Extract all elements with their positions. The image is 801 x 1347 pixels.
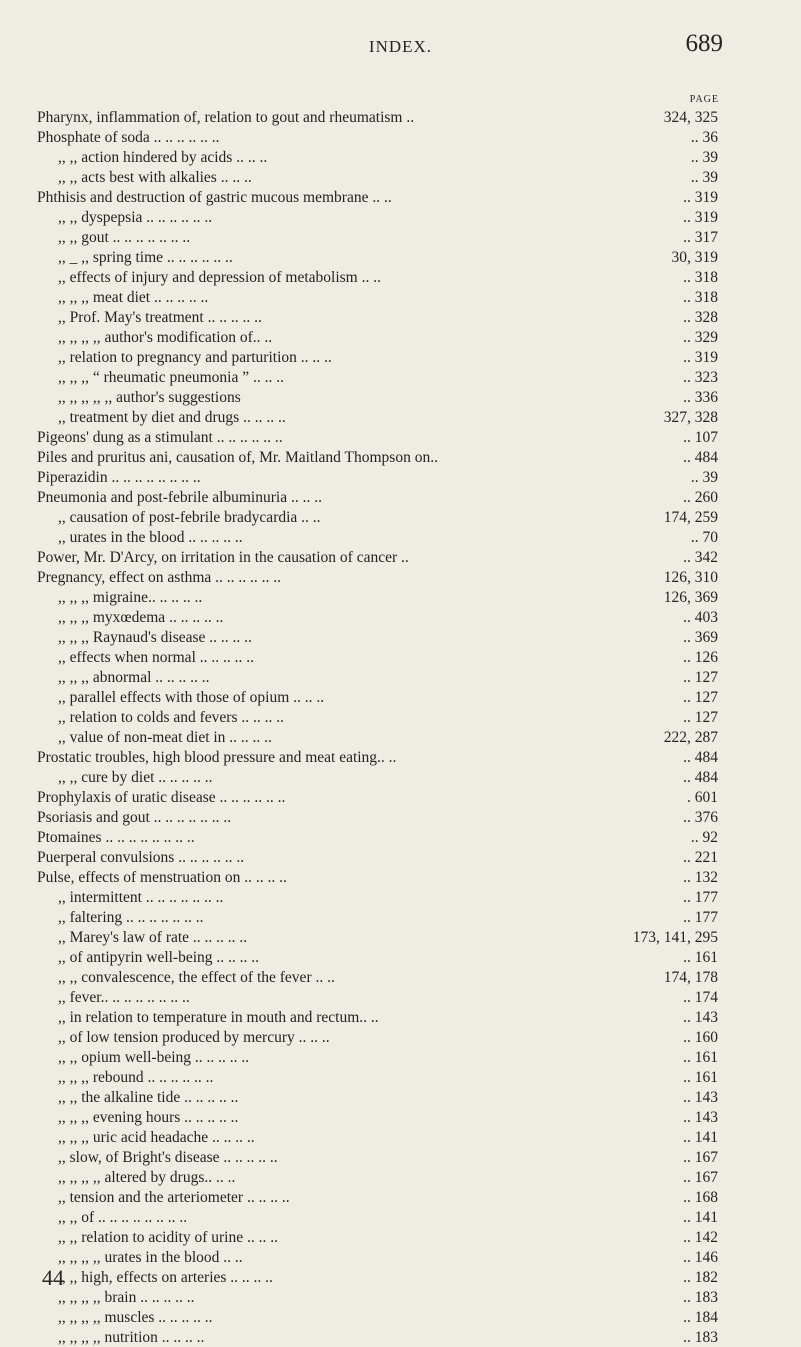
- index-entry-pages: .. 39: [690, 149, 718, 166]
- index-entry-pages: .. 184: [683, 1309, 718, 1326]
- index-entry-pages: .. 484: [683, 749, 718, 766]
- index-entry: [0, 847, 801, 867]
- index-entry-pages: .. 403: [683, 609, 718, 626]
- index-entry-text: ,, relation to colds and fevers .. .. .. ..: [58, 709, 284, 726]
- index-entry-pages: .. 141: [683, 1129, 718, 1146]
- index-entry: [0, 827, 801, 847]
- index-entry-pages: .. 260: [683, 489, 718, 506]
- index-entry-pages: .. 328: [683, 309, 718, 326]
- index-entry: [0, 607, 801, 627]
- index-entry-text: ,, relation to pregnancy and parturition .. .. ..: [58, 349, 332, 366]
- index-entry-pages: .. 318: [683, 289, 718, 306]
- index-entry: [0, 1107, 801, 1127]
- index-entry-text: ,, effects when normal .. .. .. .. ..: [58, 649, 254, 666]
- index-entry: [0, 967, 801, 987]
- index-entry-pages: .. 376: [683, 809, 718, 826]
- index-entry-pages: .. 319: [683, 209, 718, 226]
- index-entry: [0, 147, 801, 167]
- index-entry-text: ,, ,, ,, ,, brain .. .. .. .. ..: [58, 1289, 195, 1306]
- index-entry-text: Phthisis and destruction of gastric mucous membrane .. ..: [37, 189, 392, 206]
- index-entry: [0, 247, 801, 267]
- index-entry-text: ,, _ ,, spring time .. .. .. .. .. ..: [58, 249, 233, 266]
- index-entry-pages: .. 132: [683, 869, 718, 886]
- index-entry-pages: 126, 310: [663, 569, 718, 586]
- index-entry-text: ,, slow, of Bright's disease .. .. .. .. ..: [58, 1149, 278, 1166]
- index-entry-pages: . 601: [687, 789, 718, 806]
- index-entry: [0, 267, 801, 287]
- index-entry-pages: 30, 319: [671, 249, 718, 266]
- index-entry: [0, 927, 801, 947]
- index-entry-text: ,, parallel effects with those of opium .. .. ..: [58, 689, 325, 706]
- index-entry-pages: 126, 369: [663, 589, 718, 606]
- index-entry-pages: .. 161: [683, 949, 718, 966]
- index-entry: [0, 1167, 801, 1187]
- index-entry-text: Pigeons' dung as a stimulant .. .. .. .. .. ..: [37, 429, 283, 446]
- index-entry-text: ,, tension and the arteriometer .. .. .. ..: [58, 1189, 290, 1206]
- index-entry: [0, 347, 801, 367]
- index-entry-text: ,, ,, ,, Raynaud's disease .. .. .. ..: [58, 629, 252, 646]
- index-entry-pages: .. 70: [690, 529, 718, 546]
- index-entry-pages: .. 168: [683, 1189, 718, 1206]
- index-entry-pages: .. 142: [683, 1229, 718, 1246]
- index-entry-text: ,, value of non-meat diet in .. .. .. ..: [58, 729, 272, 746]
- index-entry: [0, 687, 801, 707]
- running-header-title: INDEX.: [368, 37, 433, 56]
- index-entry: [0, 1287, 801, 1307]
- index-entry-pages: .. 146: [683, 1249, 718, 1266]
- index-entry-pages: .. 317: [683, 229, 718, 246]
- index-entry-pages: .. 221: [683, 849, 718, 866]
- index-entry-pages: .. 318: [683, 269, 718, 286]
- index-entry: [0, 527, 801, 547]
- index-entry-text: Power, Mr. D'Arcy, on irritation in the causation of cancer ..: [37, 549, 409, 566]
- index-entry-pages: .. 36: [690, 129, 718, 146]
- index-entry: [0, 1227, 801, 1247]
- index-entry: [0, 587, 801, 607]
- index-entry: [0, 387, 801, 407]
- index-entry: [0, 467, 801, 487]
- index-entry-pages: 222, 287: [663, 729, 718, 746]
- index-entry: [0, 287, 801, 307]
- index-entry: [0, 1307, 801, 1327]
- index-entry-text: ,, ,, ,, evening hours .. .. .. .. ..: [58, 1109, 239, 1126]
- index-entry-pages: .. 174: [683, 989, 718, 1006]
- page-column-label: PAGE: [689, 94, 719, 105]
- index-entry-text: Psoriasis and gout .. .. .. .. .. .. ..: [37, 809, 232, 826]
- index-entry: [0, 727, 801, 747]
- index-entry-pages: .. 107: [683, 429, 718, 446]
- index-entry: [0, 987, 801, 1007]
- index-entry-text: ,, ,, gout .. .. .. .. .. .. ..: [58, 229, 191, 246]
- index-entry-text: ,, ,, ,, migraine.. .. .. .. ..: [58, 589, 203, 606]
- index-entry: [0, 647, 801, 667]
- signature-mark: 44: [42, 1265, 64, 1290]
- index-entry: [0, 707, 801, 727]
- index-entry-text: ,, ,, ,, myxœdema .. .. .. .. ..: [58, 609, 224, 626]
- index-entry: [0, 307, 801, 327]
- index-entry-pages: .. 319: [683, 349, 718, 366]
- index-entry-pages: 327, 328: [663, 409, 718, 426]
- index-entry: [0, 867, 801, 887]
- index-entry-pages: .. 161: [683, 1049, 718, 1066]
- index-entry-text: ,, faltering .. .. .. .. .. .. ..: [58, 909, 204, 926]
- index-entry-pages: 174, 259: [663, 509, 718, 526]
- index-entry-pages: .. 143: [683, 1089, 718, 1106]
- index-entry: [0, 327, 801, 347]
- index-entry-text: ,, ,, the alkaline tide .. .. .. .. ..: [58, 1089, 239, 1106]
- index-entry-text: ,, ,, ,, ,, urates in the blood .. ..: [58, 1249, 243, 1266]
- page-number: 689: [685, 30, 723, 57]
- index-entry: [0, 1027, 801, 1047]
- index-entry-pages: .. 143: [683, 1109, 718, 1126]
- index-entry-pages: .. 323: [683, 369, 718, 386]
- index-entry-text: ,, ,, of .. .. .. .. .. .. .. ..: [58, 1209, 188, 1226]
- index-entry-text: ,, ,, opium well-being .. .. .. .. ..: [58, 1049, 250, 1066]
- index-entry: [0, 367, 801, 387]
- index-entry: [0, 807, 801, 827]
- index-entry: [0, 747, 801, 767]
- index-entry-text: ,, effects of injury and depression of metabolism .. ..: [58, 269, 381, 286]
- index-entry: [0, 667, 801, 687]
- index-entry-pages: .. 161: [683, 1069, 718, 1086]
- index-entry: [0, 767, 801, 787]
- index-entry: [0, 227, 801, 247]
- index-entry-text: ,, ,, ,, abnormal .. .. .. .. ..: [58, 669, 210, 686]
- index-entry-pages: .. 183: [683, 1329, 718, 1346]
- index-entry-pages: .. 182: [683, 1269, 718, 1286]
- index-entry-text: ,, ,, ,, ,, author's modification of.. ..: [58, 329, 273, 346]
- index-entry-text: ,, intermittent .. .. .. .. .. .. ..: [58, 889, 224, 906]
- index-entry-pages: .. 484: [683, 449, 718, 466]
- index-entry-pages: .. 177: [683, 909, 718, 926]
- index-entry: [0, 207, 801, 227]
- index-entry-text: ,, ,, relation to acidity of urine .. .. ..: [58, 1229, 278, 1246]
- index-entry-pages: .. 127: [683, 709, 718, 726]
- index-entry-pages: .. 177: [683, 889, 718, 906]
- index-entry-text: ,, ,, ,, ,, altered by drugs.. .. ..: [58, 1169, 236, 1186]
- index-entry-pages: 174, 178: [663, 969, 718, 986]
- index-entry-pages: .. 336: [683, 389, 718, 406]
- index-entry-text: ,, ,, ,, uric acid headache .. .. .. ..: [58, 1129, 255, 1146]
- index-entry-text: Ptomaines .. .. .. .. .. .. .. ..: [37, 829, 195, 846]
- index-entry-pages: 324, 325: [663, 109, 718, 126]
- index-entry-pages: .. 143: [683, 1009, 718, 1026]
- index-entry-text: ,, urates in the blood .. .. .. .. ..: [58, 529, 243, 546]
- index-entry: [0, 447, 801, 467]
- index-entry: [0, 1247, 801, 1267]
- index-entry: [0, 1087, 801, 1107]
- index-entry: [0, 1187, 801, 1207]
- index-entry-pages: .. 183: [683, 1289, 718, 1306]
- index-entry-text: Puerperal convulsions .. .. .. .. .. ..: [37, 849, 245, 866]
- index-entry-text: ,, ,, ,, ,, nutrition .. .. .. ..: [58, 1329, 205, 1346]
- index-entry: [0, 787, 801, 807]
- index-entry-text: ,, ,, action hindered by acids .. .. ..: [58, 149, 268, 166]
- index-entry-pages: .. 39: [690, 469, 718, 486]
- index-entry: [0, 1207, 801, 1227]
- index-entry-text: ,, in relation to temperature in mouth and rectum.. ..: [58, 1009, 379, 1026]
- index-entry-text: ,, ,, cure by diet .. .. .. .. ..: [58, 769, 213, 786]
- index-entry-text: Pregnancy, effect on asthma .. .. .. .. .. ..: [37, 569, 282, 586]
- index-entry-pages: .. 329: [683, 329, 718, 346]
- index-entry: [0, 1147, 801, 1167]
- index-entry-text: ,, ,, ,, rebound .. .. .. .. .. ..: [58, 1069, 214, 1086]
- index-entry: [0, 1067, 801, 1087]
- index-entry-text: ,, treatment by diet and drugs .. .. .. ..: [58, 409, 286, 426]
- index-entry: [0, 107, 801, 127]
- index-entry-pages: .. 342: [683, 549, 718, 566]
- index-entry-pages: 173, 141, 295: [632, 929, 718, 946]
- index-entry-text: ,, fever.. .. .. .. .. .. .. ..: [58, 989, 190, 1006]
- index-entry: [0, 887, 801, 907]
- index-entry-pages: .. 369: [683, 629, 718, 646]
- index-entry: [0, 407, 801, 427]
- index-entry-text: Phosphate of soda .. .. .. .. .. ..: [37, 129, 220, 146]
- index-entries-list: [0, 107, 801, 1347]
- index-entry: [0, 487, 801, 507]
- index-entry-text: Pharynx, inflammation of, relation to gout and rheumatism ..: [37, 109, 415, 126]
- index-entry-text: ,, ,, high, effects on arteries .. .. .. ..: [58, 1269, 273, 1286]
- index-entry-text: ,, Prof. May's treatment .. .. .. .. ..: [58, 309, 262, 326]
- index-entry-pages: .. 167: [683, 1169, 718, 1186]
- index-entry-pages: .. 319: [683, 189, 718, 206]
- index-entry-pages: .. 160: [683, 1029, 718, 1046]
- index-entry-text: Piperazidin .. .. .. .. .. .. .. ..: [37, 469, 201, 486]
- index-entry: [0, 1047, 801, 1067]
- index-entry-pages: .. 127: [683, 669, 718, 686]
- index-entry-pages: .. 127: [683, 689, 718, 706]
- index-entry: [0, 627, 801, 647]
- index-entry-text: ,, ,, convalescence, the effect of the fever .. ..: [58, 969, 335, 986]
- index-entry: [0, 1127, 801, 1147]
- index-entry: [0, 1327, 801, 1347]
- index-entry-text: Prostatic troubles, high blood pressure and meat eating.. ..: [37, 749, 397, 766]
- index-entry-text: ,, Marey's law of rate .. .. .. .. ..: [58, 929, 248, 946]
- index-entry: [0, 547, 801, 567]
- index-entry: [0, 187, 801, 207]
- index-entry: [0, 947, 801, 967]
- index-entry: [0, 907, 801, 927]
- index-entry-text: ,, of antipyrin well-being .. .. .. ..: [58, 949, 260, 966]
- index-entry-text: ,, ,, ,, ,, muscles .. .. .. .. ..: [58, 1309, 213, 1326]
- index-entry: [0, 507, 801, 527]
- index-entry-text: ,, of low tension produced by mercury .. .. ..: [58, 1029, 330, 1046]
- index-entry-text: ,, ,, ,, meat diet .. .. .. .. ..: [58, 289, 209, 306]
- index-entry-text: Piles and pruritus ani, causation of, Mr. Maitland Thompson on..: [37, 449, 438, 466]
- index-entry: [0, 567, 801, 587]
- index-entry-pages: .. 39: [690, 169, 718, 186]
- index-entry-text: Prophylaxis of uratic disease .. .. .. .. .. ..: [37, 789, 286, 806]
- index-entry-pages: .. 167: [683, 1149, 718, 1166]
- index-entry-pages: .. 141: [683, 1209, 718, 1226]
- index-entry: [0, 167, 801, 187]
- index-entry-pages: .. 484: [683, 769, 718, 786]
- index-entry-pages: .. 92: [690, 829, 718, 846]
- index-entry-text: ,, causation of post-febrile bradycardia .. ..: [58, 509, 321, 526]
- index-entry: [0, 127, 801, 147]
- index-entry-text: Pneumonia and post-febrile albuminuria .. .. ..: [37, 489, 322, 506]
- index-entry: [0, 427, 801, 447]
- index-entry-text: ,, ,, dyspepsia .. .. .. .. .. ..: [58, 209, 213, 226]
- index-entry-text: ,, ,, ,, ,, ,, author's suggestions: [58, 389, 241, 406]
- index-entry-text: ,, ,, ,, “ rheumatic pneumonia ” .. .. ..: [58, 369, 284, 386]
- index-entry-pages: .. 126: [683, 649, 718, 666]
- index-entry: [0, 1267, 801, 1287]
- index-entry-text: ,, ,, acts best with alkalies .. .. ..: [58, 169, 252, 186]
- index-entry: [0, 1007, 801, 1027]
- index-entry-text: Pulse, effects of menstruation on .. .. .. ..: [37, 869, 287, 886]
